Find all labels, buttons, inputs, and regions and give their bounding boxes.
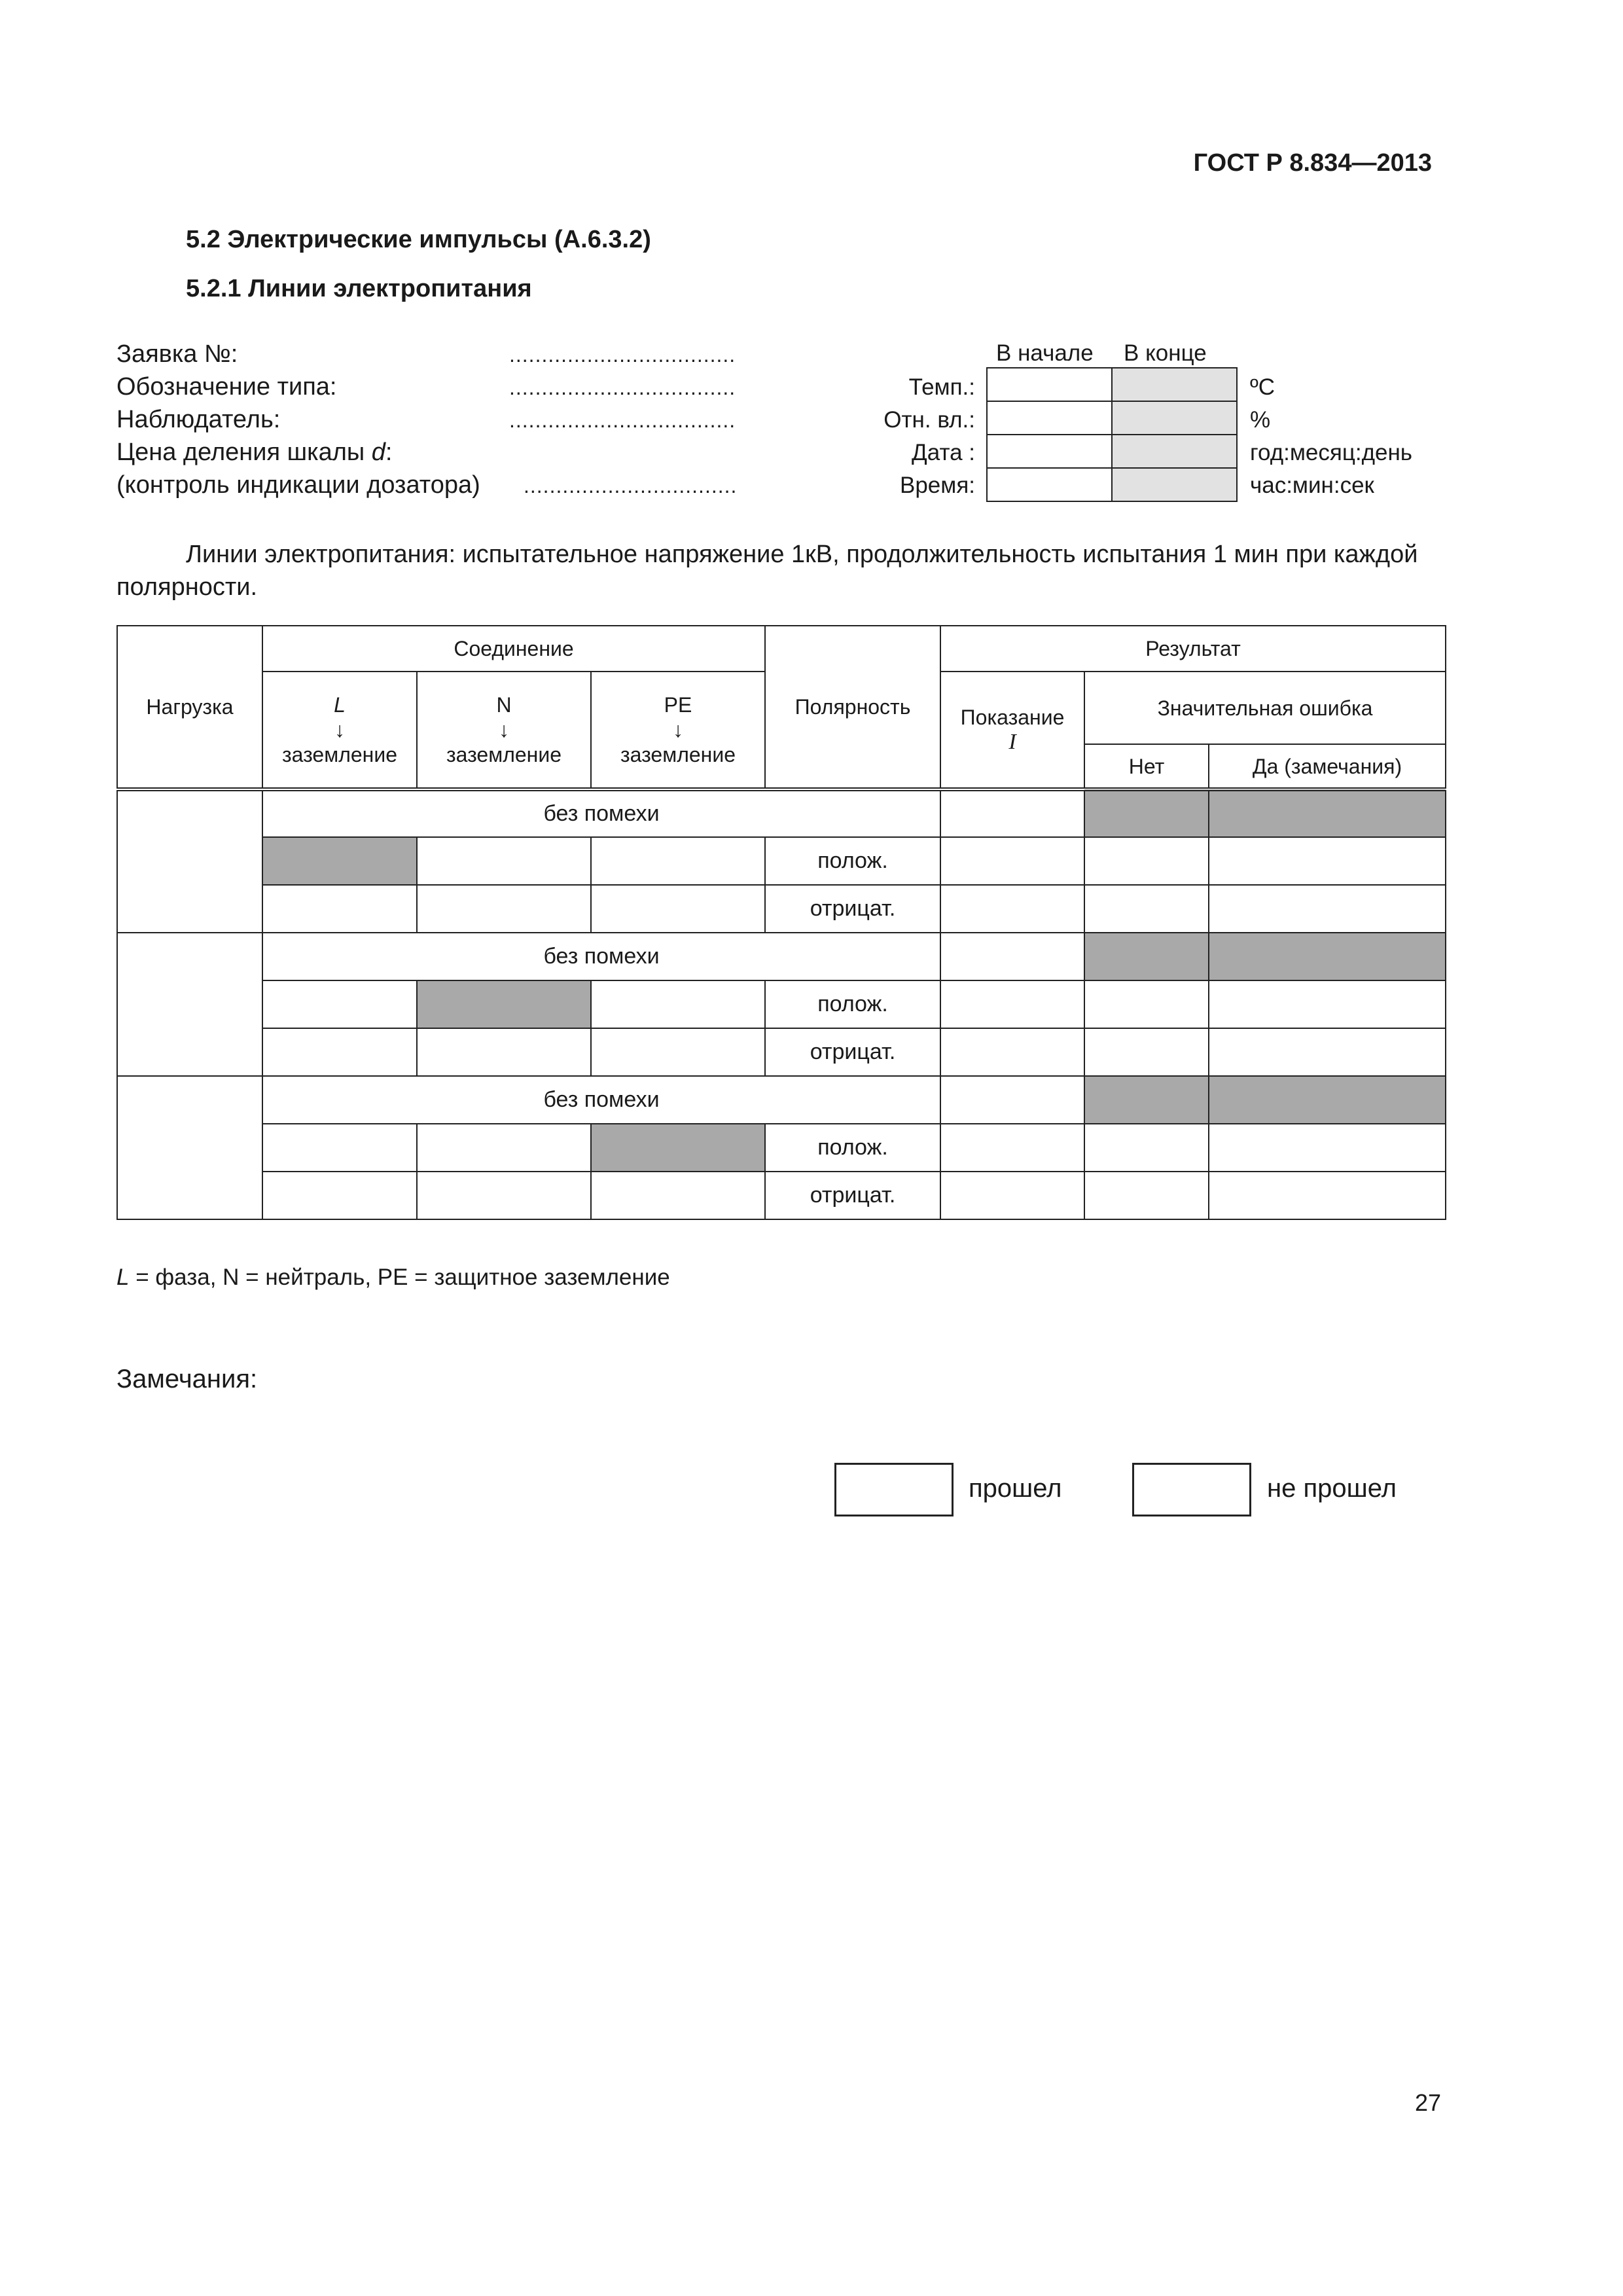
cond-temp-end-box[interactable] <box>1111 367 1238 402</box>
entry-cell[interactable] <box>591 837 765 885</box>
header-load: Нагрузка <box>117 626 262 789</box>
row-negative-label: отрицат. <box>765 885 940 933</box>
reading-cell[interactable] <box>940 789 1084 837</box>
cond-label-humidity: Отн. вл.: <box>883 407 975 433</box>
entry-cell[interactable] <box>591 885 765 933</box>
no-error-cell[interactable] <box>1084 885 1209 933</box>
header-connection: Соединение <box>262 626 765 672</box>
entry-cell[interactable] <box>417 837 591 885</box>
header-reading: Показание I <box>940 672 1084 789</box>
entry-cell[interactable] <box>417 885 591 933</box>
field-label-application: Заявка №: <box>116 340 238 368</box>
shaded-cell <box>1209 1076 1446 1124</box>
cond-humidity-end-box[interactable] <box>1111 401 1238 435</box>
entry-cell[interactable] <box>262 1172 417 1219</box>
shaded-cell <box>591 1124 765 1172</box>
entry-cell[interactable] <box>262 1028 417 1076</box>
yes-error-cell[interactable] <box>1209 980 1446 1028</box>
cond-label-date: Дата : <box>912 440 975 465</box>
table-legend: L = фаза, N = нейтраль, PE = защитное заземление <box>116 1265 670 1290</box>
load-cell[interactable] <box>117 1076 262 1219</box>
shaded-cell <box>417 980 591 1028</box>
entry-cell[interactable] <box>262 885 417 933</box>
entry-cell[interactable] <box>417 1124 591 1172</box>
reading-cell[interactable] <box>940 1076 1084 1124</box>
field-dots-observer[interactable]: ................................... <box>509 408 736 432</box>
yes-error-cell[interactable] <box>1209 1172 1446 1219</box>
yes-error-cell[interactable] <box>1209 1028 1446 1076</box>
cond-unit-date: год:месяц:день <box>1250 440 1413 465</box>
header-polarity: Полярность <box>765 626 940 789</box>
header-conn-L: L ↓ заземление <box>262 672 417 789</box>
subsection-title: 5.2.1 Линии электропитания <box>186 275 532 302</box>
cond-label-time: Время: <box>899 473 975 498</box>
cond-date-start-box[interactable] <box>986 434 1113 469</box>
field-label-observer: Наблюдатель: <box>116 406 281 433</box>
row-no-disturbance-label: без помехи <box>262 933 940 980</box>
row-negative-label: отрицат. <box>765 1028 940 1076</box>
col-end-label: В конце <box>1124 340 1207 366</box>
no-error-cell[interactable] <box>1084 1124 1209 1172</box>
failed-label: не прошел <box>1267 1474 1397 1503</box>
cond-time-end-box[interactable] <box>1111 467 1238 502</box>
shaded-cell <box>1209 789 1446 837</box>
passed-checkbox[interactable] <box>834 1463 954 1516</box>
load-cell[interactable] <box>117 933 262 1076</box>
entry-cell[interactable] <box>591 1028 765 1076</box>
entry-cell[interactable] <box>262 980 417 1028</box>
yes-error-cell[interactable] <box>1209 837 1446 885</box>
field-dots-application[interactable]: ................................... <box>509 343 736 367</box>
no-error-cell[interactable] <box>1084 1172 1209 1219</box>
header-result: Результат <box>940 626 1446 672</box>
reading-cell[interactable] <box>940 1028 1084 1076</box>
shaded-cell <box>1084 1076 1209 1124</box>
cond-date-end-box[interactable] <box>1111 434 1238 469</box>
field-label-scale-division: Цена деления шкалы d: <box>116 439 393 466</box>
header-conn-PE: PE ↓ заземление <box>591 672 765 789</box>
entry-cell[interactable] <box>591 1172 765 1219</box>
standard-number: ГОСТ Р 8.834—2013 <box>1193 149 1432 177</box>
entry-cell[interactable] <box>417 1028 591 1076</box>
row-positive-label: полож. <box>765 980 940 1028</box>
reading-cell[interactable] <box>940 1124 1084 1172</box>
shaded-cell <box>1084 933 1209 980</box>
field-dots-dosing-control[interactable]: ................................. <box>524 474 738 497</box>
entry-cell[interactable] <box>417 1172 591 1219</box>
reading-cell[interactable] <box>940 980 1084 1028</box>
yes-error-cell[interactable] <box>1209 885 1446 933</box>
reading-cell[interactable] <box>940 933 1084 980</box>
page-number: 27 <box>1414 2089 1441 2116</box>
no-error-cell[interactable] <box>1084 837 1209 885</box>
cond-temp-start-box[interactable] <box>986 367 1113 402</box>
shaded-cell <box>1209 933 1446 980</box>
entry-cell[interactable] <box>262 1124 417 1172</box>
yes-error-cell[interactable] <box>1209 1124 1446 1172</box>
failed-checkbox[interactable] <box>1132 1463 1251 1516</box>
no-error-cell[interactable] <box>1084 1028 1209 1076</box>
field-label-type: Обозначение типа: <box>116 373 337 401</box>
reading-cell[interactable] <box>940 1172 1084 1219</box>
cond-time-start-box[interactable] <box>986 467 1113 502</box>
test-results-table <box>116 625 1446 1220</box>
cond-unit-humidity: % <box>1250 407 1271 433</box>
field-dots-type[interactable]: ................................... <box>509 376 736 399</box>
header-no: Нет <box>1084 744 1209 789</box>
cond-humidity-start-box[interactable] <box>986 401 1113 435</box>
row-no-disturbance-label: без помехи <box>262 1076 940 1124</box>
header-conn-N: N ↓ заземление <box>417 672 591 789</box>
remarks-label: Замечания: <box>116 1365 258 1393</box>
section-title: 5.2 Электрические импульсы (А.6.3.2) <box>186 226 651 253</box>
cond-unit-temp: ºС <box>1250 374 1275 400</box>
field-label-dosing-control: (контроль индикации дозатора) <box>116 471 480 499</box>
row-negative-label: отрицат. <box>765 1172 940 1219</box>
shaded-cell <box>262 837 417 885</box>
passed-label: прошел <box>969 1474 1062 1503</box>
cond-unit-time: час:мин:сек <box>1250 473 1374 498</box>
header-yes: Да (замечания) <box>1209 744 1446 789</box>
load-cell[interactable] <box>117 789 262 933</box>
no-error-cell[interactable] <box>1084 980 1209 1028</box>
cond-label-temp: Темп.: <box>908 374 975 400</box>
entry-cell[interactable] <box>591 980 765 1028</box>
reading-cell[interactable] <box>940 837 1084 885</box>
shaded-cell <box>1084 789 1209 837</box>
header-significant-error: Значительная ошибка <box>1084 672 1446 744</box>
row-positive-label: полож. <box>765 1124 940 1172</box>
reading-cell[interactable] <box>940 885 1084 933</box>
row-no-disturbance-label: без помехи <box>262 789 940 837</box>
test-description: Линии электропитания: испытательное напряжение 1кВ, продолжительность испытания 1 мин при каждой полярности. <box>116 541 1418 601</box>
col-start-label: В начале <box>996 340 1094 366</box>
row-positive-label: полож. <box>765 837 940 885</box>
